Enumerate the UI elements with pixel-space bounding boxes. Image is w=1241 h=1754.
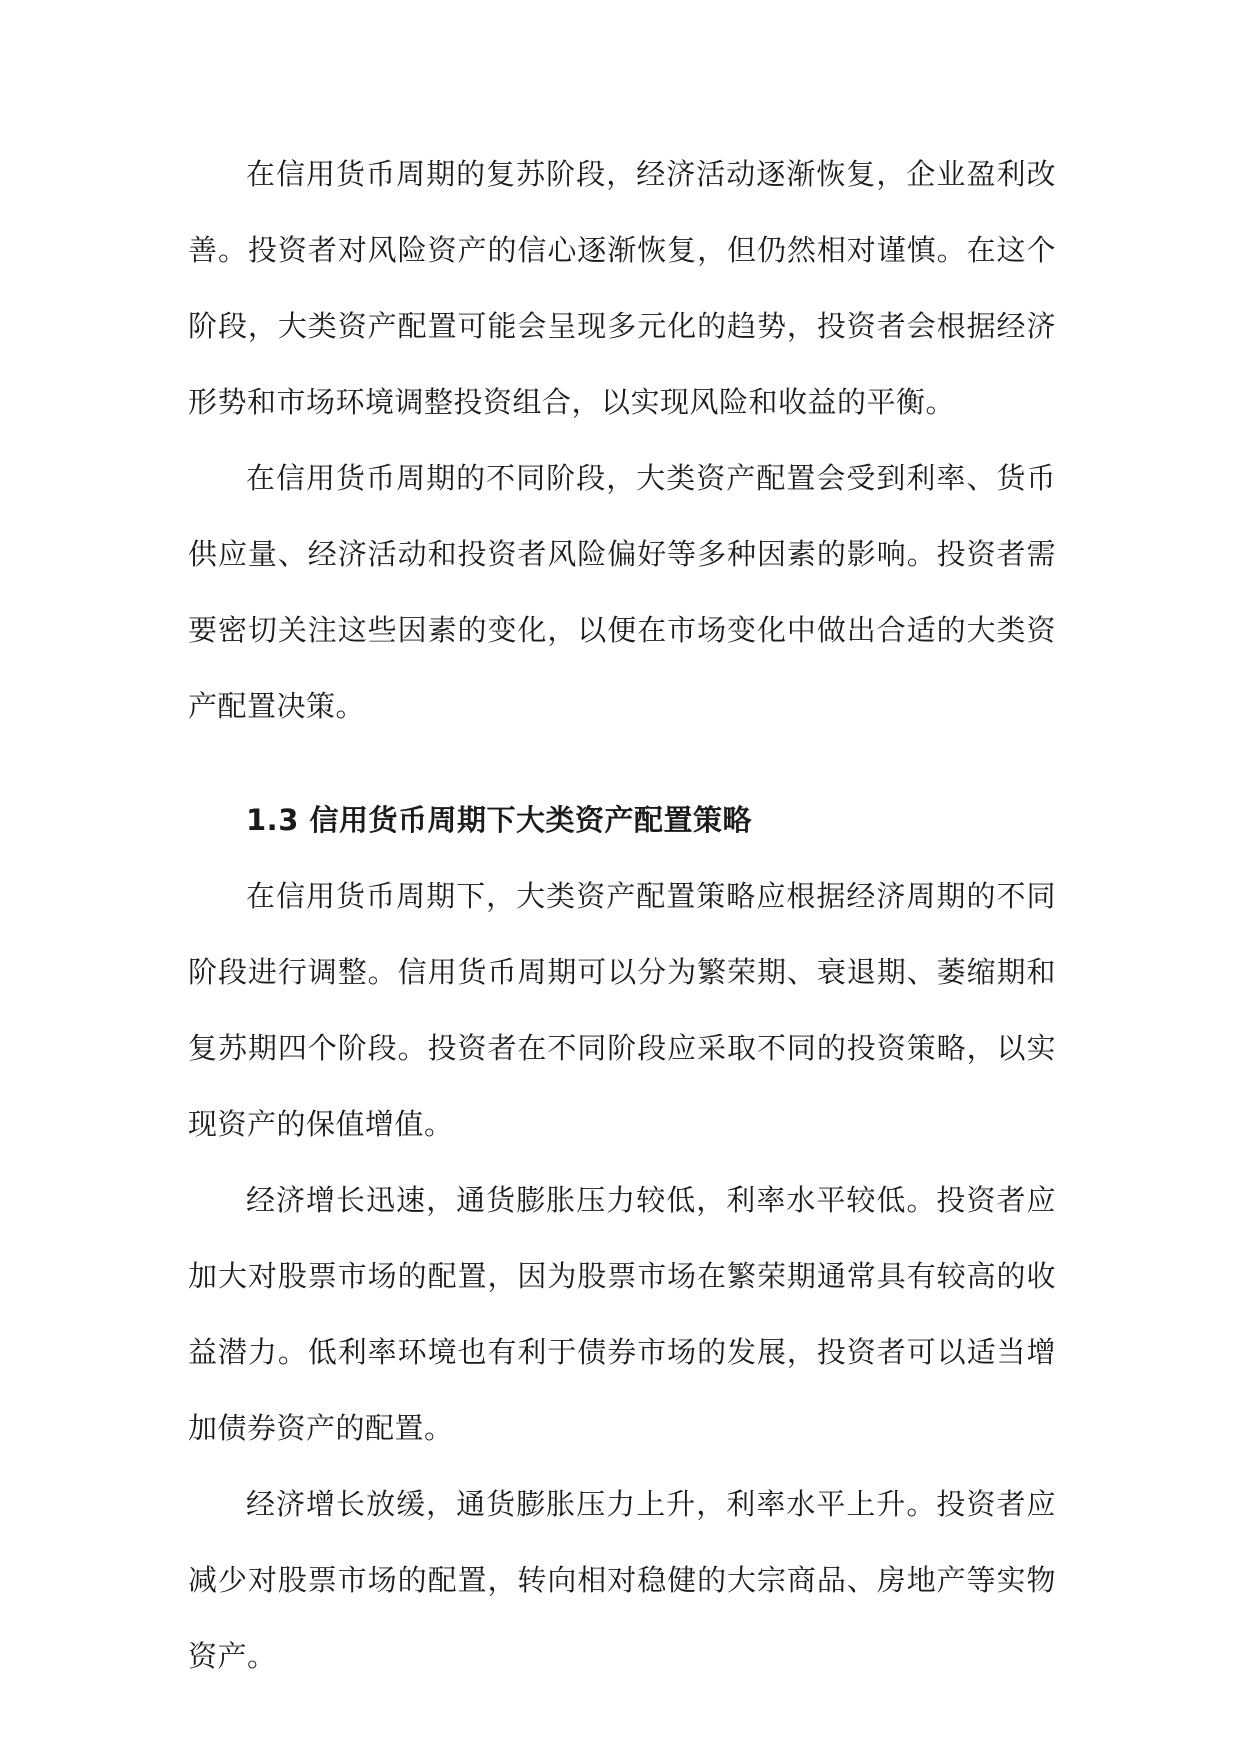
paragraph-influencing-factors: 在信用货币周期的不同阶段，大类资产配置会受到利率、货币供应量、经济活动和投资者风险偏好等多种因素的影响。投资者需要密切关注这些因素的变化，以便在市场变化中做出合适的大类资产配置决策。 (188, 461, 1056, 723)
document-page (188, 136, 1056, 1694)
paragraph-strategy-overview: 在信用货币周期下，大类资产配置策略应根据经济周期的不同阶段进行调整。信用货币周期可以分为繁荣期、衰退期、萎缩期和复苏期四个阶段。投资者在不同阶段应采取不同的投资策略，以实现资产的保值增值。 (188, 879, 1056, 1141)
paragraph-boom-stage: 经济增长迅速，通货膨胀压力较低，利率水平较低。投资者应加大对股票市场的配置，因为股票市场在繁荣期通常具有较高的收益潜力。低利率环境也有利于债券市场的发展，投资者可以适当增加债券资产的配置。 (188, 1183, 1056, 1445)
section-heading: 1.3 信用货币周期下大类资产配置策略 (246, 803, 752, 837)
paragraph-recession-stage: 经济增长放缓，通货膨胀压力上升，利率水平上升。投资者应减少对股票市场的配置，转向相对稳健的大宗商品、房地产等实物资产。 (188, 1487, 1056, 1673)
paragraph-recovery-stage: 在信用货币周期的复苏阶段，经济活动逐渐恢复，企业盈利改善。投资者对风险资产的信心逐渐恢复，但仍然相对谨慎。在这个阶段，大类资产配置可能会呈现多元化的趋势，投资者会根据经济形势和市场环境调整投资组合，以实现风险和收益的平衡。 (188, 157, 1056, 419)
